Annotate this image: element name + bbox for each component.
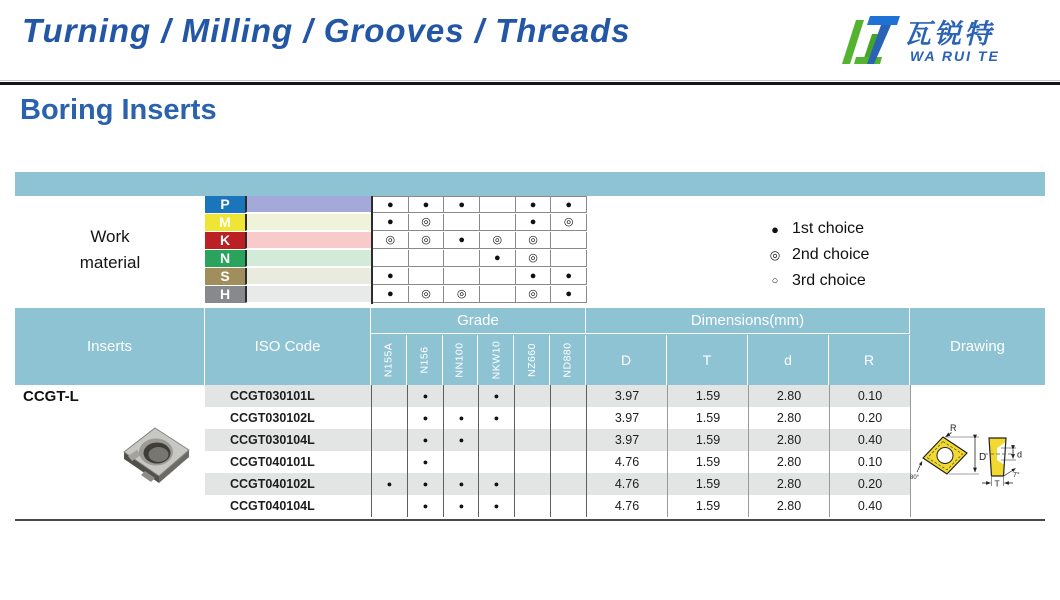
grade-mark: ● <box>373 268 409 285</box>
dim-value-D: 3.97 <box>586 385 667 407</box>
label-diameter: D <box>979 452 987 463</box>
series-label: CCGT-L <box>23 388 79 405</box>
grade-mark: ◎ <box>551 214 587 231</box>
grade-mark: ◎ <box>480 232 516 249</box>
logo-chinese-text: 瓦锐特 <box>904 19 994 49</box>
header-divider-light <box>0 80 1060 81</box>
dim-value-T: 1.59 <box>667 451 748 473</box>
grade-mark <box>550 407 586 429</box>
dim-value-R: 0.20 <box>829 473 910 495</box>
work-material-row <box>205 286 1045 304</box>
legend-label: 1st choice <box>792 220 865 237</box>
dim-value-D: 4.76 <box>586 451 667 473</box>
dim-value-D: 4.76 <box>586 495 667 517</box>
iso-code: CCGT040101L <box>230 455 315 469</box>
dim-value-T: 1.59 <box>667 429 748 451</box>
work-material-row <box>205 196 1045 214</box>
material-letter: H <box>205 286 245 304</box>
dim-value-d: 2.80 <box>748 429 829 451</box>
grade-mark-grid <box>371 232 587 250</box>
grade-mark <box>444 214 480 231</box>
material-letter: N <box>205 250 245 268</box>
iso-code: CCGT030104L <box>230 433 315 447</box>
work-material-row <box>205 250 1045 268</box>
section-title: Boring Inserts <box>20 94 217 126</box>
grade-mark: ● <box>443 407 479 429</box>
material-letter: P <box>205 196 245 214</box>
iso-code: CCGT040102L <box>230 477 315 491</box>
grade-mark: ● <box>516 196 552 213</box>
grade-mark <box>514 473 550 495</box>
legend-item <box>767 216 869 242</box>
dim-value-d: 2.80 <box>748 385 829 407</box>
material-band <box>245 196 371 213</box>
grade-mark-grid <box>371 250 587 268</box>
material-letter: S <box>205 268 245 286</box>
grade-mark <box>478 429 514 451</box>
grade-mark <box>550 451 586 473</box>
material-band <box>245 214 371 231</box>
grade-mark-grid <box>371 268 587 286</box>
company-logo <box>840 4 1046 76</box>
column-header-drawing: Drawing <box>949 338 1006 355</box>
grade-mark: ● <box>516 268 552 285</box>
material-band <box>245 250 371 267</box>
grade-mark: ● <box>551 286 587 303</box>
label-relief-angle: 7° <box>1013 472 1020 479</box>
work-material-label: Work material <box>79 227 141 272</box>
material-letter: K <box>205 232 245 250</box>
grade-mark: ◎ <box>373 232 409 249</box>
grade-mark <box>444 250 480 267</box>
work-material-row <box>205 268 1045 286</box>
dim-value-d: 2.80 <box>748 473 829 495</box>
grade-column-header: N155A <box>371 335 407 385</box>
grade-mark <box>371 451 407 473</box>
grade-mark: ● <box>478 495 514 517</box>
column-header-dimensions: Dimensions(mm) <box>586 308 910 334</box>
waruite-logo-icon <box>840 12 902 70</box>
grade-column-header: N156 <box>407 335 443 385</box>
grade-mark <box>373 250 409 267</box>
insert-photo <box>115 422 195 497</box>
grade-subcolumns <box>371 335 586 385</box>
dim-column-header: D <box>586 335 667 385</box>
column-header-grade: Grade <box>371 308 586 334</box>
logo-latin-text: WA RUI TE <box>910 48 1000 64</box>
grade-mark: ◎ <box>409 286 445 303</box>
grade-mark-grid <box>371 196 587 214</box>
dim-value-d: 2.80 <box>748 451 829 473</box>
grade-mark <box>514 407 550 429</box>
material-band <box>245 268 371 285</box>
grade-mark: ● <box>371 473 407 495</box>
grade-mark: ● <box>443 473 479 495</box>
grade-mark <box>514 451 550 473</box>
grade-mark: ● <box>407 429 443 451</box>
grade-mark-grid <box>371 286 587 304</box>
grade-mark <box>443 451 479 473</box>
dim-value-D: 4.76 <box>586 473 667 495</box>
dim-value-T: 1.59 <box>667 495 748 517</box>
dim-value-T: 1.59 <box>667 407 748 429</box>
legend-item <box>767 268 869 294</box>
dimension-subcolumns <box>586 335 910 385</box>
grade-mark <box>550 429 586 451</box>
label-thickness: T <box>994 478 1000 489</box>
grade-mark: ● <box>407 473 443 495</box>
table-top-band <box>15 172 1045 196</box>
dim-value-R: 0.10 <box>829 451 910 473</box>
grade-mark: ● <box>444 196 480 213</box>
inserts-table <box>15 172 1045 524</box>
grade-mark <box>409 268 445 285</box>
grade-mark: ● <box>478 407 514 429</box>
iso-code: CCGT030101L <box>230 389 315 403</box>
dim-value-R: 0.20 <box>829 407 910 429</box>
grade-mark: ● <box>444 232 480 249</box>
page-title: Turning / Milling / Grooves / Threads <box>22 12 631 49</box>
grade-mark: ● <box>443 429 479 451</box>
grade-mark <box>514 495 550 517</box>
grade-mark: ● <box>443 495 479 517</box>
grade-mark <box>480 286 516 303</box>
dim-value-T: 1.59 <box>667 473 748 495</box>
grade-mark <box>371 429 407 451</box>
third-choice-icon: ○ <box>771 275 779 287</box>
grade-column-header: NZ660 <box>514 335 550 385</box>
grade-mark <box>550 385 586 407</box>
grade-mark-grid <box>371 214 587 232</box>
grade-mark: ● <box>478 385 514 407</box>
grade-mark: ● <box>373 196 409 213</box>
grade-mark <box>551 250 587 267</box>
dim-column-header: d <box>748 335 829 385</box>
grade-mark <box>514 385 550 407</box>
grade-mark: ● <box>407 407 443 429</box>
grade-mark <box>480 268 516 285</box>
grade-mark: ● <box>409 196 445 213</box>
table-row <box>15 495 1045 517</box>
grade-mark <box>443 385 479 407</box>
grade-mark <box>550 473 586 495</box>
legend-label: 2nd choice <box>792 246 870 263</box>
dim-value-d: 2.80 <box>748 495 829 517</box>
dim-value-D: 3.97 <box>586 429 667 451</box>
dim-value-R: 0.10 <box>829 385 910 407</box>
grade-mark: ● <box>516 214 552 231</box>
dim-value-T: 1.59 <box>667 385 748 407</box>
grade-column-header: NN100 <box>443 335 479 385</box>
grade-column-header: NKW10 <box>478 335 514 385</box>
grade-mark: ● <box>407 451 443 473</box>
column-header-inserts: Inserts <box>15 308 205 385</box>
grade-mark: ● <box>407 385 443 407</box>
grade-mark <box>478 451 514 473</box>
grade-mark <box>371 407 407 429</box>
insert-hole <box>937 448 953 464</box>
grade-mark <box>480 214 516 231</box>
grade-mark: ● <box>551 196 587 213</box>
grade-mark <box>371 495 407 517</box>
grade-mark: ◎ <box>409 232 445 249</box>
label-hole-diameter: d <box>1017 449 1023 460</box>
grade-mark <box>409 250 445 267</box>
work-material-row <box>205 232 1045 250</box>
grade-mark <box>551 232 587 249</box>
grade-mark <box>480 196 516 213</box>
grade-mark: ● <box>373 214 409 231</box>
grade-mark: ● <box>480 250 516 267</box>
dim-value-R: 0.40 <box>829 495 910 517</box>
iso-code: CCGT030102L <box>230 411 315 425</box>
dim-column-header: R <box>829 335 910 385</box>
iso-code: CCGT040104L <box>230 499 315 513</box>
grade-column-header: ND880 <box>550 335 586 385</box>
grade-mark: ● <box>478 473 514 495</box>
grade-mark <box>371 385 407 407</box>
grade-mark: ◎ <box>516 286 552 303</box>
legend-label: 3rd choice <box>792 272 866 289</box>
first-choice-icon: ● <box>771 221 779 237</box>
label-corner-angle: 80° <box>910 475 920 481</box>
grade-mark <box>444 268 480 285</box>
grade-mark: ● <box>407 495 443 517</box>
table-header <box>15 308 1045 385</box>
material-band <box>245 232 371 249</box>
second-choice-icon: ◎ <box>769 248 781 262</box>
grade-mark <box>550 495 586 517</box>
grade-mark <box>514 429 550 451</box>
material-band <box>245 286 371 303</box>
insert-drawing <box>910 385 1045 517</box>
label-radius: R <box>950 423 957 433</box>
grade-mark: ● <box>373 286 409 303</box>
grade-mark: ◎ <box>516 250 552 267</box>
work-material-row <box>205 214 1045 232</box>
table-bottom-border <box>15 519 1045 521</box>
grade-mark: ◎ <box>516 232 552 249</box>
dim-column-header: T <box>667 335 748 385</box>
dim-value-D: 3.97 <box>586 407 667 429</box>
dim-value-R: 0.40 <box>829 429 910 451</box>
legend-item <box>767 242 869 268</box>
column-header-iso-code: ISO Code <box>205 308 371 385</box>
choice-legend <box>767 216 869 294</box>
grade-mark: ● <box>551 268 587 285</box>
grade-mark: ◎ <box>409 214 445 231</box>
header-divider <box>0 82 1060 85</box>
table-row <box>15 385 1045 407</box>
dim-value-d: 2.80 <box>748 407 829 429</box>
material-letter: M <box>205 214 245 232</box>
grade-mark: ◎ <box>444 286 480 303</box>
